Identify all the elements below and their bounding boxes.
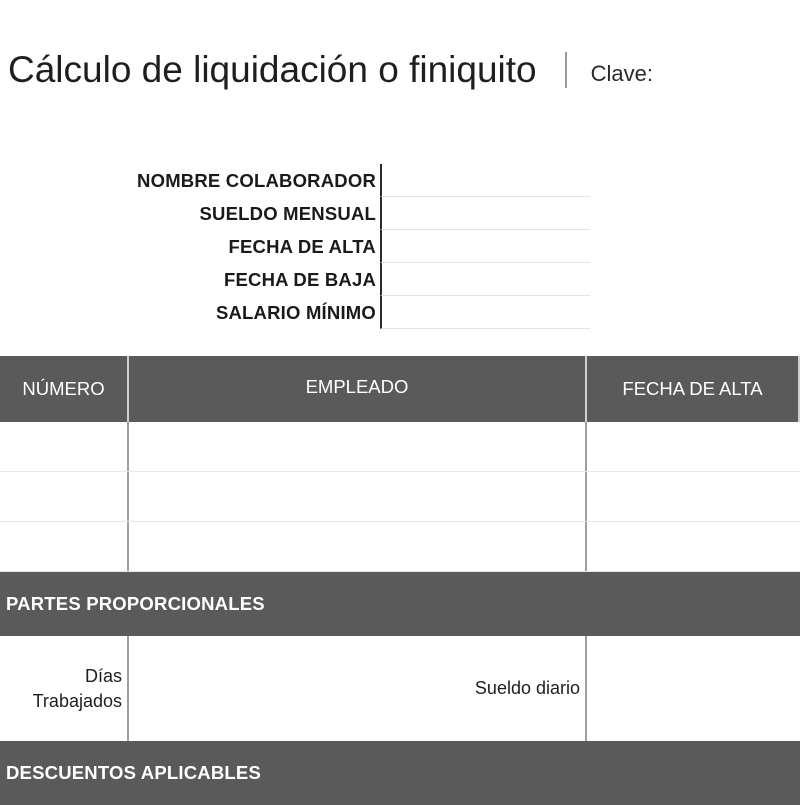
employee-info-block: [0, 164, 590, 329]
sueldo-diario-label: Sueldo diario: [129, 636, 587, 741]
fecha-alta-cell[interactable]: [587, 522, 800, 571]
info-row-nombre: [0, 164, 590, 197]
empleado-cell[interactable]: [129, 472, 587, 521]
info-row-sueldo: [0, 197, 590, 230]
nombre-colaborador-label: NOMBRE COLABORADOR: [137, 169, 376, 191]
info-row-salario-minimo: [0, 296, 590, 329]
partes-proporcionales-row: [0, 636, 800, 741]
numero-cell[interactable]: [0, 522, 129, 571]
column-header-empleado: EMPLEADO: [129, 356, 587, 422]
title-row: [8, 40, 653, 100]
fecha-alta-field[interactable]: [380, 230, 590, 263]
partes-proporcionales-header: PARTES PROPORCIONALES: [0, 572, 800, 636]
descuentos-aplicables-header: DESCUENTOS APLICABLES: [0, 741, 800, 805]
table-row: [0, 522, 800, 572]
table-row: [0, 472, 800, 522]
empleado-cell[interactable]: [129, 522, 587, 571]
salario-minimo-field[interactable]: [380, 296, 590, 329]
column-header-numero: NÚMERO: [0, 356, 129, 422]
salario-minimo-label: SALARIO MÍNIMO: [215, 301, 376, 323]
fecha-baja-label: FECHA DE BAJA: [224, 268, 376, 290]
numero-cell[interactable]: [0, 422, 129, 471]
sueldo-mensual-label: SUELDO MENSUAL: [199, 202, 376, 224]
sueldo-diario-field[interactable]: [587, 636, 800, 741]
sueldo-mensual-field[interactable]: [380, 197, 590, 230]
liquidation-grid: [0, 356, 800, 805]
page-title: Cálculo de liquidación o finiquito: [8, 49, 537, 90]
numero-cell[interactable]: [0, 472, 129, 521]
fecha-alta-cell[interactable]: [587, 422, 800, 471]
clave-label: Clave:: [590, 61, 653, 86]
title-separator: [565, 52, 567, 88]
nombre-colaborador-field[interactable]: [380, 164, 590, 197]
table-header: [0, 356, 800, 422]
info-row-fecha-alta: [0, 230, 590, 263]
table-row: [0, 422, 800, 472]
fecha-alta-cell[interactable]: [587, 472, 800, 521]
fecha-alta-label: FECHA DE ALTA: [228, 235, 376, 257]
dias-trabajados-label: Días Trabajados: [0, 636, 129, 741]
empleado-cell[interactable]: [129, 422, 587, 471]
column-header-fecha-alta: FECHA DE ALTA: [587, 356, 800, 422]
info-row-fecha-baja: [0, 263, 590, 296]
fecha-baja-field[interactable]: [380, 263, 590, 296]
